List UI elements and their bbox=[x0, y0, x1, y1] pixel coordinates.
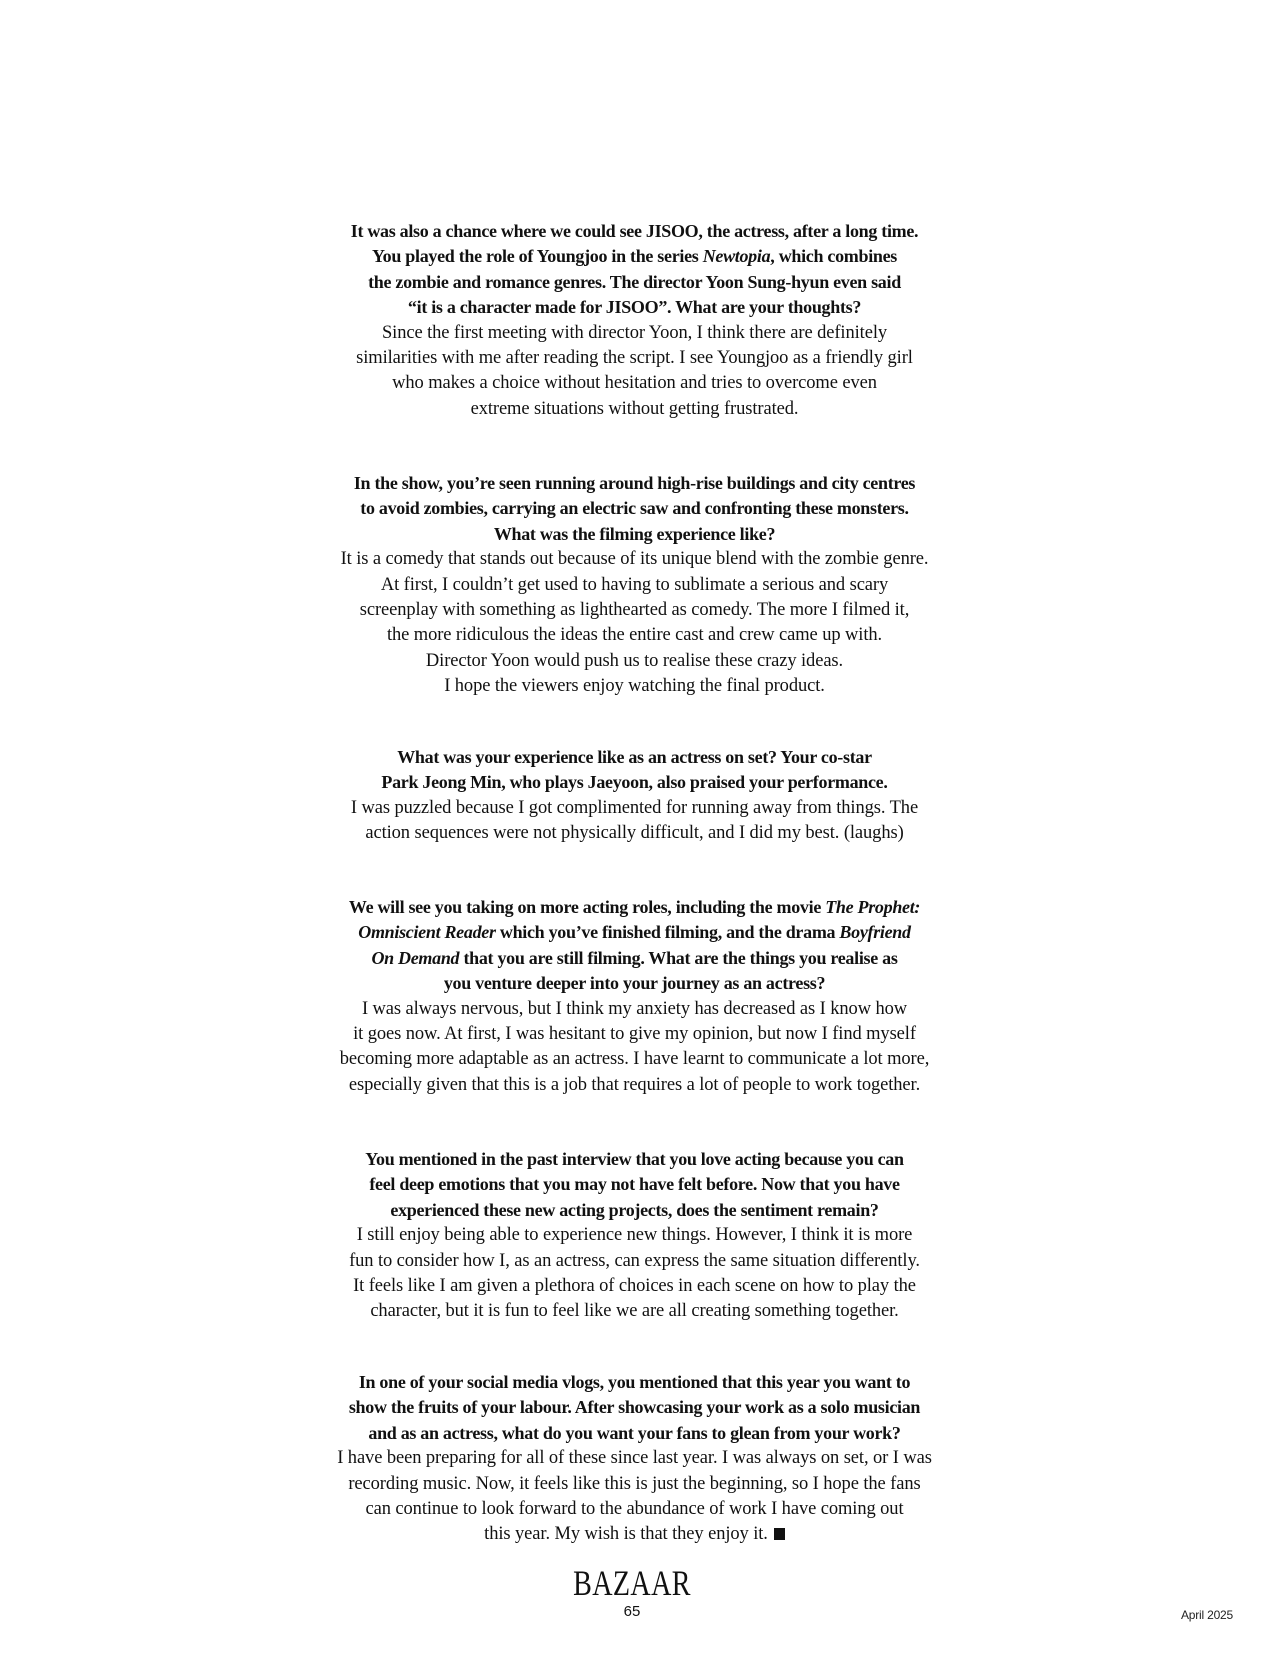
question-text: to avoid zombies, carrying an electric saw and confronting these monsters. bbox=[360, 498, 909, 519]
question-line bbox=[0, 1395, 1269, 1420]
answer-text: can continue to look forward to the abundance of work I have coming out bbox=[365, 1498, 904, 1519]
question-line bbox=[0, 244, 1269, 269]
question-line bbox=[0, 895, 1269, 920]
answer-line bbox=[0, 821, 1269, 846]
answer-line bbox=[0, 598, 1269, 623]
answer-text: recording music. Now, it feels like this is just the beginning, so I hope the fans bbox=[348, 1473, 921, 1494]
question-text: We will see you taking on more acting roles, including the movie bbox=[348, 897, 826, 917]
answer-line bbox=[0, 547, 1269, 572]
question-text: you venture deeper into your journey as an actress? bbox=[443, 973, 826, 994]
answer-line bbox=[0, 1497, 1269, 1522]
question-text: In the show, you’re seen running around high-rise buildings and city centres bbox=[353, 473, 916, 493]
question-line bbox=[0, 522, 1269, 547]
question-text: , which combines bbox=[770, 246, 898, 267]
italic-title: Omniscient Reader bbox=[358, 922, 496, 943]
question-text: which you’ve finished filming, and the drama bbox=[495, 922, 840, 943]
answer-text: At first, I couldn’t get used to having to sublimate a serious and scary bbox=[380, 574, 889, 595]
answer-line bbox=[0, 1299, 1269, 1324]
question-text: and as an actress, what do you want your fans to glean from your work? bbox=[368, 1422, 901, 1443]
answer-text: extreme situations without getting frustrated. bbox=[470, 398, 799, 419]
qa-block bbox=[0, 745, 1269, 847]
answer-line bbox=[0, 321, 1269, 346]
answer-line bbox=[0, 1522, 1269, 1547]
qa-block bbox=[0, 1370, 1269, 1548]
question-text: What was your experience like as an actress on set? Your co-star bbox=[397, 747, 872, 767]
answer-text: I was puzzled because I got complimented for running away from things. The bbox=[350, 797, 919, 818]
answer-text: it goes now. At first, I was hesitant to give my opinion, but now I find myself bbox=[353, 1023, 916, 1044]
question-text: “it is a character made for JISOO”. What are your thoughts? bbox=[407, 297, 862, 318]
question-line bbox=[0, 920, 1269, 945]
answer-text: It feels like I am given a plethora of choices in each scene on how to play the bbox=[353, 1275, 916, 1296]
question-text: In one of your social media vlogs, you mentioned that this year you want to bbox=[358, 1372, 911, 1392]
answer-line bbox=[0, 346, 1269, 371]
answer-text: who makes a choice without hesitation and tries to overcome even bbox=[392, 373, 877, 394]
answer-line bbox=[0, 397, 1269, 422]
italic-title: The Prophet: bbox=[825, 897, 921, 917]
answer-line bbox=[0, 1022, 1269, 1047]
question-text: that you are still filming. What are the things you realise as bbox=[459, 947, 898, 968]
answer-line bbox=[0, 649, 1269, 674]
question-text: It was also a chance where we could see JISOO, the actress, after a long time. bbox=[350, 221, 919, 241]
answer-line bbox=[0, 997, 1269, 1022]
italic-title: On Demand bbox=[371, 947, 460, 968]
question-line bbox=[0, 971, 1269, 996]
question-line bbox=[0, 1172, 1269, 1197]
end-mark-icon bbox=[774, 1528, 785, 1540]
question-line bbox=[0, 270, 1269, 295]
italic-title: Boyfriend bbox=[839, 922, 911, 943]
answer-text: I still enjoy being able to experience new things. However, I think it is more bbox=[356, 1225, 913, 1246]
answer-text: It is a comedy that stands out because of its unique blend with the zombie genre. bbox=[340, 549, 929, 570]
qa-block bbox=[0, 1147, 1269, 1325]
question-line bbox=[0, 770, 1269, 795]
answer-text: I have been preparing for all of these since last year. I was always on set, or I was bbox=[337, 1448, 932, 1469]
question-text: experienced these new acting projects, does the sentiment remain? bbox=[390, 1199, 879, 1220]
qa-block bbox=[0, 219, 1269, 422]
answer-line bbox=[0, 1073, 1269, 1098]
answer-line bbox=[0, 1249, 1269, 1274]
question-text: You played the role of Youngjoo in the series bbox=[371, 246, 703, 267]
answer-line bbox=[0, 371, 1269, 396]
answer-text: I was always nervous, but I think my anxiety has decreased as I know how bbox=[361, 998, 908, 1019]
answer-text: I hope the viewers enjoy watching the final product. bbox=[444, 676, 825, 697]
question-line bbox=[0, 946, 1269, 971]
question-line bbox=[0, 496, 1269, 521]
answer-text: the more ridiculous the ideas the entire cast and crew came up with. bbox=[386, 625, 883, 646]
answer-text: this year. My wish is that they enjoy it. bbox=[484, 1524, 768, 1545]
answer-text: becoming more adaptable as an actress. I have learnt to communicate a lot more, bbox=[339, 1049, 930, 1070]
italic-title: Newtopia bbox=[702, 246, 771, 267]
answer-text: similarities with me after reading the script. I see Youngjoo as a friendly girl bbox=[356, 347, 913, 368]
question-line bbox=[0, 1198, 1269, 1223]
question-line bbox=[0, 1421, 1269, 1446]
answer-line bbox=[0, 1274, 1269, 1299]
answer-text: especially given that this is a job that requires a lot of people to work together. bbox=[348, 1074, 921, 1095]
question-text: You mentioned in the past interview that you love acting because you can bbox=[365, 1149, 904, 1169]
question-text: Park Jeong Min, who plays Jaeyoon, also praised your performance. bbox=[381, 772, 888, 793]
answer-text: Director Yoon would push us to realise these crazy ideas. bbox=[425, 650, 844, 671]
question-text: What was the filming experience like? bbox=[493, 523, 776, 544]
question-line bbox=[0, 471, 1269, 496]
question-line bbox=[0, 1370, 1269, 1395]
question-line bbox=[0, 1147, 1269, 1172]
question-text: show the fruits of your labour. After showcasing your work as a solo musician bbox=[348, 1397, 921, 1418]
qa-block bbox=[0, 471, 1269, 700]
qa-block bbox=[0, 895, 1269, 1098]
answer-text: character, but it is fun to feel like we are all creating something together. bbox=[370, 1301, 899, 1322]
question-line bbox=[0, 295, 1269, 320]
question-line bbox=[0, 745, 1269, 770]
question-line bbox=[0, 219, 1269, 244]
answer-line bbox=[0, 1472, 1269, 1497]
answer-line bbox=[0, 796, 1269, 821]
answer-text: Since the first meeting with director Yoon, I think there are definitely bbox=[381, 322, 888, 343]
answer-text: action sequences were not physically difficult, and I did my best. (laughs) bbox=[365, 823, 904, 844]
answer-line bbox=[0, 623, 1269, 648]
answer-text: fun to consider how I, as an actress, can express the same situation differently. bbox=[349, 1250, 920, 1271]
answer-line bbox=[0, 674, 1269, 699]
issue-date: April 2025 bbox=[1180, 1608, 1233, 1622]
answer-text: screenplay with something as lighthearted as comedy. The more I filmed it, bbox=[359, 599, 910, 620]
question-text: feel deep emotions that you may not have felt before. Now that you have bbox=[369, 1174, 900, 1195]
answer-line bbox=[0, 573, 1269, 598]
bazaar-logo: BAZAAR bbox=[573, 1563, 691, 1603]
answer-line bbox=[0, 1047, 1269, 1072]
question-text: the zombie and romance genres. The director Yoon Sung-hyun even said bbox=[368, 271, 901, 292]
answer-line bbox=[0, 1446, 1269, 1471]
page-number: 65 bbox=[623, 1603, 641, 1620]
answer-line bbox=[0, 1223, 1269, 1248]
